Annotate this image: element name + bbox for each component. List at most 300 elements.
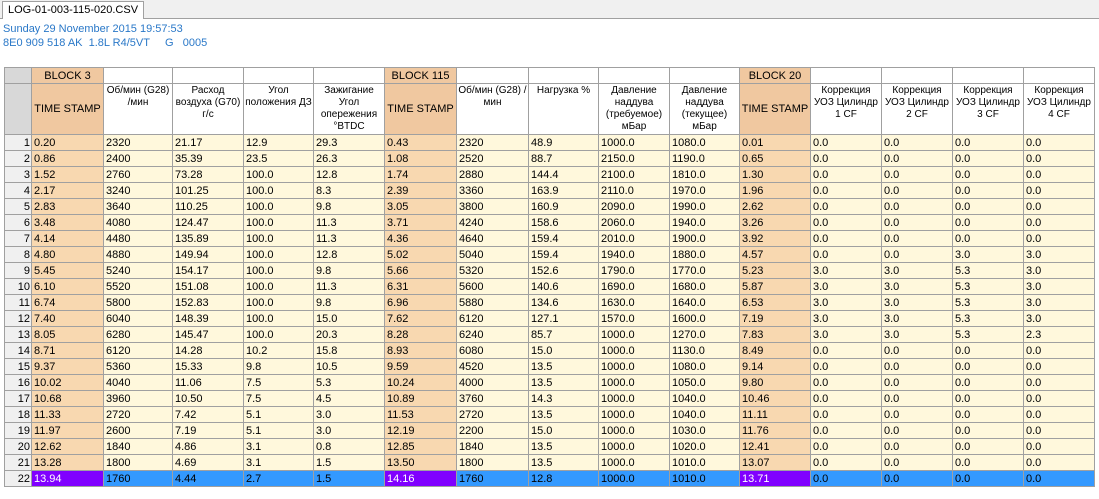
column-header[interactable]: Об/мин (G28) /мин	[457, 84, 529, 135]
table-cell[interactable]: 6.96	[385, 295, 457, 311]
table-cell[interactable]: 3.0	[811, 327, 882, 343]
table-cell[interactable]: 1000.0	[599, 343, 670, 359]
table-cell[interactable]: 4.14	[32, 231, 104, 247]
table-cell[interactable]: 5.3	[953, 327, 1024, 343]
table-cell[interactable]: 3.0	[1024, 295, 1095, 311]
table-cell[interactable]: 4640	[457, 231, 529, 247]
table-cell[interactable]: 4.80	[32, 247, 104, 263]
column-header[interactable]: Угол положения ДЗ	[244, 84, 314, 135]
table-cell[interactable]: 5.3	[314, 375, 385, 391]
table-cell[interactable]: 1010.0	[670, 455, 740, 471]
table-cell[interactable]: 140.6	[529, 279, 599, 295]
table-cell[interactable]: 1270.0	[670, 327, 740, 343]
table-cell[interactable]: 14.3	[529, 391, 599, 407]
table-cell[interactable]: 3.1	[244, 455, 314, 471]
table-cell[interactable]: 4040	[104, 375, 173, 391]
table-cell[interactable]: 2520	[457, 151, 529, 167]
table-cell[interactable]: 148.39	[173, 311, 244, 327]
table-cell[interactable]: 100.0	[244, 199, 314, 215]
table-cell[interactable]: 0.0	[1024, 471, 1095, 487]
table-cell[interactable]: 3.26	[740, 215, 811, 231]
table-cell[interactable]: 3.71	[385, 215, 457, 231]
table-cell[interactable]: 0.0	[882, 359, 953, 375]
table-cell[interactable]: 1000.0	[599, 407, 670, 423]
table-cell[interactable]: 100.0	[244, 183, 314, 199]
table-cell[interactable]: 1.08	[385, 151, 457, 167]
table-cell[interactable]: 5.23	[740, 263, 811, 279]
table-cell[interactable]: 0.0	[811, 215, 882, 231]
table-cell[interactable]: 5040	[457, 247, 529, 263]
table-row[interactable]	[5, 151, 1095, 167]
table-cell[interactable]: 11.76	[740, 423, 811, 439]
table-cell[interactable]: 23.5	[244, 151, 314, 167]
table-cell[interactable]: 0.0	[953, 167, 1024, 183]
table-cell[interactable]: 127.1	[529, 311, 599, 327]
table-cell[interactable]: 11.33	[32, 407, 104, 423]
table-cell[interactable]: 7.5	[244, 375, 314, 391]
table-row[interactable]	[5, 327, 1095, 343]
table-cell[interactable]: 100.0	[244, 327, 314, 343]
table-cell[interactable]: 48.9	[529, 135, 599, 151]
table-cell[interactable]: 2060.0	[599, 215, 670, 231]
table-cell[interactable]: 100.0	[244, 311, 314, 327]
table-cell[interactable]: 0.0	[882, 439, 953, 455]
table-cell[interactable]: 11.3	[314, 231, 385, 247]
row-number[interactable]: 22	[5, 471, 32, 487]
table-cell[interactable]: 3360	[457, 183, 529, 199]
table-cell[interactable]: 0.0	[882, 135, 953, 151]
table-cell[interactable]: 85.7	[529, 327, 599, 343]
row-number[interactable]: 16	[5, 375, 32, 391]
row-number[interactable]: 20	[5, 439, 32, 455]
table-cell[interactable]: 3.0	[1024, 263, 1095, 279]
column-header[interactable]: Коррекция УОЗ Цилиндр 2 CF	[882, 84, 953, 135]
table-cell[interactable]: 0.0	[953, 359, 1024, 375]
table-cell[interactable]: 1.52	[32, 167, 104, 183]
table-cell[interactable]: 11.97	[32, 423, 104, 439]
row-number[interactable]: 15	[5, 359, 32, 375]
table-cell[interactable]: 15.8	[314, 343, 385, 359]
table-cell[interactable]: 5.02	[385, 247, 457, 263]
table-cell[interactable]: 101.25	[173, 183, 244, 199]
table-cell[interactable]: 12.8	[314, 167, 385, 183]
table-cell[interactable]: 0.0	[1024, 359, 1095, 375]
table-cell[interactable]: 10.5	[314, 359, 385, 375]
table-row[interactable]	[5, 247, 1095, 263]
table-cell[interactable]: 2010.0	[599, 231, 670, 247]
table-cell[interactable]: 5.3	[953, 311, 1024, 327]
table-cell[interactable]: 1.74	[385, 167, 457, 183]
table-cell[interactable]: 11.06	[173, 375, 244, 391]
table-cell[interactable]: 10.02	[32, 375, 104, 391]
row-number[interactable]: 10	[5, 279, 32, 295]
table-cell[interactable]: 6080	[457, 343, 529, 359]
table-cell[interactable]: 35.39	[173, 151, 244, 167]
table-cell[interactable]: 11.3	[314, 215, 385, 231]
table-cell[interactable]: 3.0	[1024, 311, 1095, 327]
table-cell[interactable]: 13.07	[740, 455, 811, 471]
table-cell[interactable]: 12.62	[32, 439, 104, 455]
table-cell[interactable]: 8.71	[32, 343, 104, 359]
table-cell[interactable]: 3.0	[1024, 247, 1095, 263]
table-cell[interactable]: 1840	[104, 439, 173, 455]
table-cell[interactable]: 7.83	[740, 327, 811, 343]
table-cell[interactable]: 0.0	[1024, 375, 1095, 391]
table-cell[interactable]: 1000.0	[599, 455, 670, 471]
table-cell[interactable]: 15.0	[529, 343, 599, 359]
table-cell[interactable]: 0.0	[882, 231, 953, 247]
table-cell[interactable]: 14.16	[385, 471, 457, 487]
table-cell[interactable]: 1080.0	[670, 135, 740, 151]
row-number[interactable]: 1	[5, 135, 32, 151]
table-cell[interactable]: 0.86	[32, 151, 104, 167]
table-row[interactable]	[5, 423, 1095, 439]
table-cell[interactable]: 2400	[104, 151, 173, 167]
table-cell[interactable]: 0.0	[1024, 439, 1095, 455]
table-cell[interactable]: 0.0	[1024, 391, 1095, 407]
row-number[interactable]: 19	[5, 423, 32, 439]
table-cell[interactable]: 11.3	[314, 279, 385, 295]
table-cell[interactable]: 152.83	[173, 295, 244, 311]
row-number[interactable]: 8	[5, 247, 32, 263]
table-cell[interactable]: 149.94	[173, 247, 244, 263]
table-cell[interactable]: 0.0	[953, 391, 1024, 407]
row-number[interactable]: 4	[5, 183, 32, 199]
row-number[interactable]: 12	[5, 311, 32, 327]
table-cell[interactable]: 1690.0	[599, 279, 670, 295]
table-cell[interactable]: 1050.0	[670, 375, 740, 391]
table-cell[interactable]: 0.0	[953, 423, 1024, 439]
table-cell[interactable]: 2.3	[1024, 327, 1095, 343]
table-cell[interactable]: 3760	[457, 391, 529, 407]
table-cell[interactable]: 2720	[457, 407, 529, 423]
table-cell[interactable]: 20.3	[314, 327, 385, 343]
row-number[interactable]: 13	[5, 327, 32, 343]
table-cell[interactable]: 3.0	[882, 327, 953, 343]
table-cell[interactable]: 12.85	[385, 439, 457, 455]
table-cell[interactable]: 0.0	[811, 247, 882, 263]
table-cell[interactable]: 2.83	[32, 199, 104, 215]
table-cell[interactable]: 3.0	[314, 423, 385, 439]
table-cell[interactable]: 4080	[104, 215, 173, 231]
table-cell[interactable]: 0.0	[953, 455, 1024, 471]
table-cell[interactable]: 2.62	[740, 199, 811, 215]
table-cell[interactable]: 0.0	[811, 375, 882, 391]
table-row[interactable]	[5, 359, 1095, 375]
table-cell[interactable]: 0.0	[953, 375, 1024, 391]
table-cell[interactable]: 6040	[104, 311, 173, 327]
table-cell[interactable]: 0.0	[1024, 215, 1095, 231]
table-cell[interactable]: 13.5	[529, 439, 599, 455]
table-cell[interactable]: 1.30	[740, 167, 811, 183]
table-cell[interactable]: 100.0	[244, 263, 314, 279]
row-number[interactable]: 6	[5, 215, 32, 231]
row-number[interactable]: 17	[5, 391, 32, 407]
table-cell[interactable]: 2320	[104, 135, 173, 151]
table-cell[interactable]: 1970.0	[670, 183, 740, 199]
table-cell[interactable]: 13.94	[32, 471, 104, 487]
table-cell[interactable]: 0.0	[953, 231, 1024, 247]
table-cell[interactable]: 12.9	[244, 135, 314, 151]
table-cell[interactable]: 2150.0	[599, 151, 670, 167]
table-cell[interactable]: 15.0	[529, 423, 599, 439]
table-cell[interactable]: 135.89	[173, 231, 244, 247]
table-cell[interactable]: 9.8	[314, 295, 385, 311]
table-cell[interactable]: 0.0	[953, 135, 1024, 151]
table-cell[interactable]: 10.2	[244, 343, 314, 359]
table-row[interactable]	[5, 215, 1095, 231]
table-cell[interactable]: 13.5	[529, 359, 599, 375]
table-cell[interactable]: 0.0	[953, 407, 1024, 423]
table-cell[interactable]: 9.37	[32, 359, 104, 375]
table-cell[interactable]: 5360	[104, 359, 173, 375]
table-cell[interactable]: 4000	[457, 375, 529, 391]
table-row[interactable]	[5, 375, 1095, 391]
table-cell[interactable]: 8.3	[314, 183, 385, 199]
table-cell[interactable]: 0.0	[882, 215, 953, 231]
table-cell[interactable]: 2090.0	[599, 199, 670, 215]
table-cell[interactable]: 1000.0	[599, 391, 670, 407]
table-cell[interactable]: 3640	[104, 199, 173, 215]
table-cell[interactable]: 100.0	[244, 279, 314, 295]
column-header[interactable]: Давление наддува (текущее) мБар	[670, 84, 740, 135]
table-cell[interactable]: 1570.0	[599, 311, 670, 327]
table-cell[interactable]: 0.0	[953, 471, 1024, 487]
table-cell[interactable]: 100.0	[244, 231, 314, 247]
table-cell[interactable]: 0.0	[882, 343, 953, 359]
table-cell[interactable]: 73.28	[173, 167, 244, 183]
column-header[interactable]: TIME STAMP	[740, 84, 811, 135]
table-cell[interactable]: 1900.0	[670, 231, 740, 247]
table-cell[interactable]: 0.0	[811, 391, 882, 407]
table-cell[interactable]: 10.46	[740, 391, 811, 407]
table-cell[interactable]: 2880	[457, 167, 529, 183]
table-cell[interactable]: 0.8	[314, 439, 385, 455]
table-cell[interactable]: 1040.0	[670, 407, 740, 423]
table-cell[interactable]: 12.41	[740, 439, 811, 455]
table-cell[interactable]: 3.1	[244, 439, 314, 455]
table-cell[interactable]: 0.43	[385, 135, 457, 151]
table-cell[interactable]: 3.0	[314, 407, 385, 423]
table-cell[interactable]: 8.28	[385, 327, 457, 343]
table-cell[interactable]: 0.0	[811, 343, 882, 359]
table-cell[interactable]: 1190.0	[670, 151, 740, 167]
table-cell[interactable]: 0.0	[953, 151, 1024, 167]
table-cell[interactable]: 4.57	[740, 247, 811, 263]
table-cell[interactable]: 1.96	[740, 183, 811, 199]
table-cell[interactable]: 7.19	[173, 423, 244, 439]
table-cell[interactable]: 0.0	[1024, 199, 1095, 215]
table-cell[interactable]: 134.6	[529, 295, 599, 311]
table-cell[interactable]: 158.6	[529, 215, 599, 231]
table-cell[interactable]: 4.69	[173, 455, 244, 471]
table-cell[interactable]: 9.8	[314, 199, 385, 215]
table-cell[interactable]: 100.0	[244, 247, 314, 263]
table-cell[interactable]: 0.0	[953, 439, 1024, 455]
table-cell[interactable]: 0.0	[1024, 423, 1095, 439]
table-cell[interactable]: 0.0	[882, 183, 953, 199]
table-cell[interactable]: 5.3	[953, 295, 1024, 311]
table-row[interactable]	[5, 135, 1095, 151]
table-cell[interactable]: 1600.0	[670, 311, 740, 327]
table-cell[interactable]: 6120	[104, 343, 173, 359]
table-cell[interactable]: 1810.0	[670, 167, 740, 183]
table-cell[interactable]: 1030.0	[670, 423, 740, 439]
table-cell[interactable]: 5320	[457, 263, 529, 279]
table-cell[interactable]: 6.53	[740, 295, 811, 311]
column-header[interactable]: Зажигание Угол опережения °BTDC	[314, 84, 385, 135]
table-cell[interactable]: 0.0	[1024, 455, 1095, 471]
table-cell[interactable]: 3.92	[740, 231, 811, 247]
table-cell[interactable]: 21.17	[173, 135, 244, 151]
table-cell[interactable]: 2760	[104, 167, 173, 183]
table-cell[interactable]: 1000.0	[599, 359, 670, 375]
table-cell[interactable]: 0.0	[882, 407, 953, 423]
table-cell[interactable]: 0.0	[811, 471, 882, 487]
table-cell[interactable]: 0.0	[811, 455, 882, 471]
table-cell[interactable]: 4.36	[385, 231, 457, 247]
table-cell[interactable]: 13.28	[32, 455, 104, 471]
table-cell[interactable]: 3800	[457, 199, 529, 215]
table-cell[interactable]: 0.0	[882, 391, 953, 407]
table-row[interactable]	[5, 279, 1095, 295]
table-cell[interactable]: 3.0	[811, 295, 882, 311]
table-cell[interactable]: 100.0	[244, 215, 314, 231]
table-cell[interactable]: 3.0	[882, 295, 953, 311]
table-cell[interactable]: 1000.0	[599, 439, 670, 455]
row-number[interactable]: 14	[5, 343, 32, 359]
table-cell[interactable]: 1940.0	[670, 215, 740, 231]
table-cell[interactable]: 7.40	[32, 311, 104, 327]
table-cell[interactable]: 4.5	[314, 391, 385, 407]
table-cell[interactable]: 0.0	[882, 375, 953, 391]
column-header[interactable]: Коррекция УОЗ Цилиндр 3 CF	[953, 84, 1024, 135]
table-cell[interactable]: 12.8	[529, 471, 599, 487]
table-cell[interactable]: 15.33	[173, 359, 244, 375]
row-number[interactable]: 21	[5, 455, 32, 471]
row-number[interactable]: 7	[5, 231, 32, 247]
table-cell[interactable]: 1.5	[314, 455, 385, 471]
table-cell[interactable]: 2600	[104, 423, 173, 439]
table-cell[interactable]: 144.4	[529, 167, 599, 183]
table-cell[interactable]: 1.5	[314, 471, 385, 487]
table-cell[interactable]: 0.0	[1024, 135, 1095, 151]
table-cell[interactable]: 1880.0	[670, 247, 740, 263]
table-cell[interactable]: 1080.0	[670, 359, 740, 375]
table-cell[interactable]: 1000.0	[599, 423, 670, 439]
table-cell[interactable]: 5.66	[385, 263, 457, 279]
table-cell[interactable]: 5.87	[740, 279, 811, 295]
table-cell[interactable]: 1010.0	[670, 471, 740, 487]
row-number[interactable]: 5	[5, 199, 32, 215]
table-cell[interactable]: 124.47	[173, 215, 244, 231]
table-cell[interactable]: 0.0	[882, 167, 953, 183]
table-cell[interactable]: 2200	[457, 423, 529, 439]
table-cell[interactable]: 5.3	[953, 263, 1024, 279]
table-cell[interactable]: 7.5	[244, 391, 314, 407]
table-cell[interactable]: 1800	[457, 455, 529, 471]
table-cell[interactable]: 2720	[104, 407, 173, 423]
table-row[interactable]	[5, 311, 1095, 327]
column-header[interactable]: Расход воздуха (G70) г/с	[173, 84, 244, 135]
table-cell[interactable]: 0.0	[811, 151, 882, 167]
table-cell[interactable]: 3.0	[811, 311, 882, 327]
table-cell[interactable]: 159.4	[529, 247, 599, 263]
table-cell[interactable]: 0.0	[1024, 343, 1095, 359]
row-number[interactable]: 2	[5, 151, 32, 167]
table-cell[interactable]: 0.0	[1024, 183, 1095, 199]
table-cell[interactable]: 10.68	[32, 391, 104, 407]
table-cell[interactable]: 3960	[104, 391, 173, 407]
table-cell[interactable]: 6280	[104, 327, 173, 343]
log-grid[interactable]	[4, 67, 1095, 487]
table-row[interactable]	[5, 295, 1095, 311]
table-cell[interactable]: 0.01	[740, 135, 811, 151]
table-cell[interactable]: 4.86	[173, 439, 244, 455]
table-cell[interactable]: 0.0	[1024, 167, 1095, 183]
table-cell[interactable]: 2100.0	[599, 167, 670, 183]
table-cell[interactable]: 0.0	[811, 183, 882, 199]
table-row[interactable]	[5, 183, 1095, 199]
table-cell[interactable]: 5880	[457, 295, 529, 311]
table-cell[interactable]: 5520	[104, 279, 173, 295]
table-cell[interactable]: 3.0	[882, 263, 953, 279]
table-row[interactable]	[5, 263, 1095, 279]
table-cell[interactable]: 4520	[457, 359, 529, 375]
table-cell[interactable]: 3.0	[882, 311, 953, 327]
table-cell[interactable]: 3.48	[32, 215, 104, 231]
table-cell[interactable]: 9.8	[314, 263, 385, 279]
table-cell[interactable]: 1840	[457, 439, 529, 455]
table-cell[interactable]: 15.0	[314, 311, 385, 327]
table-cell[interactable]: 3240	[104, 183, 173, 199]
table-row[interactable]	[5, 167, 1095, 183]
table-row[interactable]	[5, 343, 1095, 359]
table-cell[interactable]: 152.6	[529, 263, 599, 279]
table-cell[interactable]: 8.05	[32, 327, 104, 343]
table-cell[interactable]: 0.0	[882, 423, 953, 439]
table-row[interactable]	[5, 231, 1095, 247]
table-cell[interactable]: 163.9	[529, 183, 599, 199]
table-cell[interactable]: 13.71	[740, 471, 811, 487]
table-cell[interactable]: 3.0	[953, 247, 1024, 263]
table-cell[interactable]: 1000.0	[599, 327, 670, 343]
table-cell[interactable]: 1130.0	[670, 343, 740, 359]
table-cell[interactable]: 8.49	[740, 343, 811, 359]
table-row[interactable]	[5, 439, 1095, 455]
table-cell[interactable]: 10.24	[385, 375, 457, 391]
table-cell[interactable]: 0.0	[882, 151, 953, 167]
table-cell[interactable]: 11.53	[385, 407, 457, 423]
table-cell[interactable]: 0.0	[953, 183, 1024, 199]
row-number[interactable]: 18	[5, 407, 32, 423]
table-cell[interactable]: 2.17	[32, 183, 104, 199]
table-cell[interactable]: 0.0	[953, 343, 1024, 359]
table-cell[interactable]: 9.59	[385, 359, 457, 375]
table-cell[interactable]: 0.0	[953, 199, 1024, 215]
table-cell[interactable]: 1000.0	[599, 471, 670, 487]
table-cell[interactable]: 6.74	[32, 295, 104, 311]
column-header[interactable]: Давление наддува (требуемое) мБар	[599, 84, 670, 135]
table-cell[interactable]: 0.0	[811, 407, 882, 423]
table-cell[interactable]: 10.89	[385, 391, 457, 407]
table-cell[interactable]: 8.93	[385, 343, 457, 359]
table-cell[interactable]: 9.8	[244, 359, 314, 375]
table-cell[interactable]: 1680.0	[670, 279, 740, 295]
table-cell[interactable]: 5.45	[32, 263, 104, 279]
table-row[interactable]	[5, 407, 1095, 423]
table-cell[interactable]: 0.0	[811, 231, 882, 247]
